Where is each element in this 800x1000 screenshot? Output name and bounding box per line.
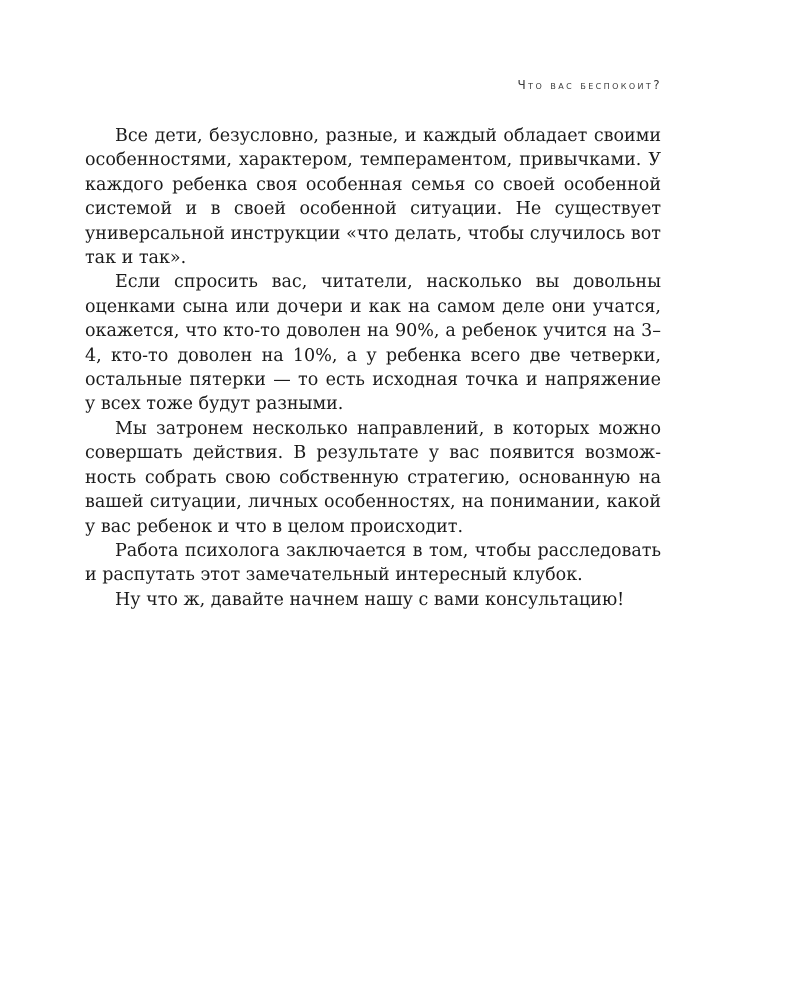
paragraph: Ну что ж, давайте начнем нашу с вами консультацию! [115,589,625,610]
body-text [85,124,661,612]
paragraph: Все дети, безусловно, разные, и каждый обладает своими особенностями, характером, темпераментом, привычками. У каждого ребенка своя особенная семья со своей особенной системой и в своей особенной ситуации. Не существует универсальной инструкции «что делать, чтобы случилось вот так и так». [85,126,661,269]
running-header: Что вас беспокоит? [517,78,662,92]
paragraph: Работа психолога заключается в том, чтобы расследовать и распутать этот замечательный интересный клубок. [85,540,661,586]
paragraph: Мы затронем несколько направлений, в которых можно совершать действия. В результате у вас появится возможность собрать свою собственную стратегию, основанную на вашей ситуации, личных особенностях, на понимании, какой у вас ребенок и что в целом происходит. [85,418,661,537]
paragraph: Если спросить вас, читатели, насколько вы довольны оценками сына или дочери и как на самом деле они учатся, окажется, что кто-то доволен на 90%, а ребенок учится на 3–4, кто-то доволен на 10%, а у ребенка всего две четверки, остальные пятерки — то есть исходная точка и напряжение у всех тоже будут разными. [85,272,661,415]
